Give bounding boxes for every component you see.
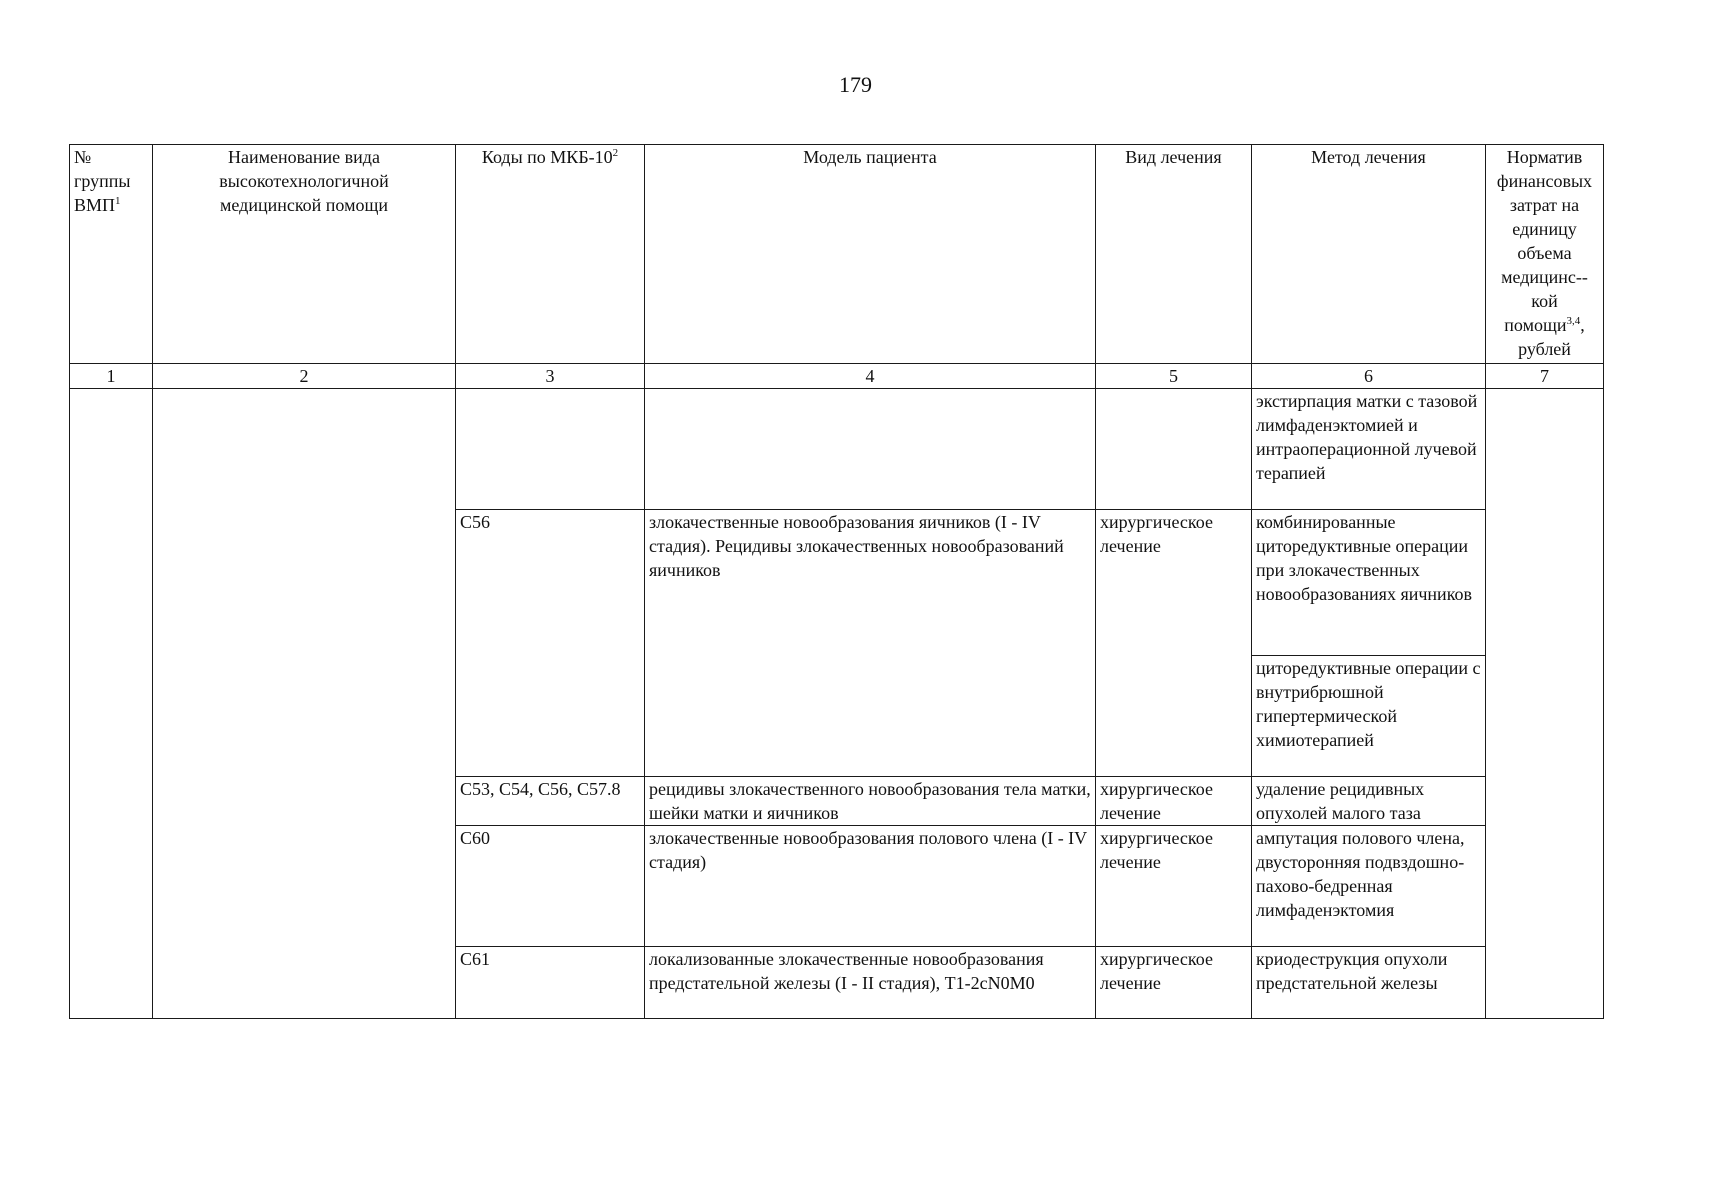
header-text: объема — [1517, 243, 1572, 263]
header-care-type-name — [153, 145, 456, 364]
header-treatment-type — [1096, 145, 1252, 364]
header-text: Модель пациента — [803, 147, 937, 167]
header-text: Наименование вида — [228, 147, 380, 167]
header-text: высокотехнологичной — [219, 171, 389, 191]
column-number: 1 — [70, 364, 153, 389]
treatment-method-cell: комбинированные циторедуктивные операции при злокачественных новообразованиях яичников — [1252, 510, 1486, 656]
icd-code-cell: C61 — [456, 947, 645, 1019]
header-text: Норматив — [1506, 147, 1583, 167]
table-row — [70, 389, 1604, 510]
header-text: рублей — [1518, 339, 1571, 359]
header-row — [70, 145, 1604, 364]
header-icd-codes — [456, 145, 645, 364]
footnote-ref: 3,4 — [1566, 315, 1581, 327]
footnote-ref: 2 — [612, 147, 619, 159]
header-text: затрат на — [1509, 195, 1580, 215]
patient-model-cell: злокачественные новообразования полового члена (I - IV стадия) — [645, 826, 1096, 947]
treatment-type-cell: хирургическое лечение — [1096, 777, 1252, 826]
header-text: финансовых — [1496, 171, 1593, 191]
column-number-row — [70, 364, 1604, 389]
header-text: помощи — [1504, 315, 1567, 335]
header-text: группы — [74, 171, 131, 191]
treatment-method-cell: криодеструкция опухоли предстательной железы — [1252, 947, 1486, 1019]
header-text: Вид лечения — [1125, 147, 1222, 167]
treatment-type-cell: хирургическое лечение — [1096, 947, 1252, 1019]
treatment-method-cell: удаление рецидивных опухолей малого таза — [1252, 777, 1486, 826]
column-number: 4 — [645, 364, 1096, 389]
treatment-type-cell: хирургическое лечение — [1096, 510, 1252, 777]
header-text: № — [74, 147, 92, 167]
header-group-number — [70, 145, 153, 364]
column-number: 7 — [1486, 364, 1604, 389]
header-text: Метод лечения — [1311, 147, 1426, 167]
icd-code-cell: C56 — [456, 510, 645, 777]
icd-code-cell: C53, C54, C56, C57.8 — [456, 777, 645, 826]
icd-code-cell: C60 — [456, 826, 645, 947]
header-text: , — [1580, 315, 1585, 335]
header-text: Коды по МКБ-10 — [481, 147, 613, 167]
header-text: медицинской помощи — [220, 195, 388, 215]
header-text: единицу — [1512, 219, 1577, 239]
patient-model-cell: локализованные злокачественные новообразования предстательной железы (I - II стадия), T1-2cN0M0 — [645, 947, 1096, 1019]
group-number-cell — [70, 389, 153, 1019]
icd-code-cell — [456, 389, 645, 510]
treatment-method-cell: циторедуктивные операции с внутрибрюшной гипертермической химиотерапией — [1252, 656, 1486, 777]
treatment-type-cell: хирургическое лечение — [1096, 826, 1252, 947]
header-treatment-method — [1252, 145, 1486, 364]
treatment-method-cell: ампутация полового члена, двусторонняя подвздошно-пахово-бедренная лимфаденэктомия — [1252, 826, 1486, 947]
patient-model-cell: рецидивы злокачественного новообразования тела матки, шейки матки и яичников — [645, 777, 1096, 826]
treatment-method-cell: экстирпация матки с тазовой лимфаденэктомией и интраоперационной лучевой терапией — [1252, 389, 1486, 510]
header-text: ВМП — [74, 195, 116, 215]
patient-model-cell — [645, 389, 1096, 510]
column-number: 6 — [1252, 364, 1486, 389]
column-number: 3 — [456, 364, 645, 389]
header-patient-model — [645, 145, 1096, 364]
column-number: 2 — [153, 364, 456, 389]
header-text: кой — [1531, 291, 1558, 311]
header-text: медицинс-- — [1501, 267, 1588, 287]
header-cost-standard — [1486, 145, 1604, 364]
care-type-name-cell — [153, 389, 456, 1019]
medical-care-table — [69, 144, 1604, 1019]
treatment-type-cell — [1096, 389, 1252, 510]
column-number: 5 — [1096, 364, 1252, 389]
patient-model-cell: злокачественные новообразования яичников (I - IV стадия). Рецидивы злокачественных новообразований яичников — [645, 510, 1096, 777]
cost-standard-cell — [1486, 389, 1604, 1019]
footnote-ref: 1 — [115, 195, 121, 207]
page-number: 179 — [839, 72, 872, 97]
